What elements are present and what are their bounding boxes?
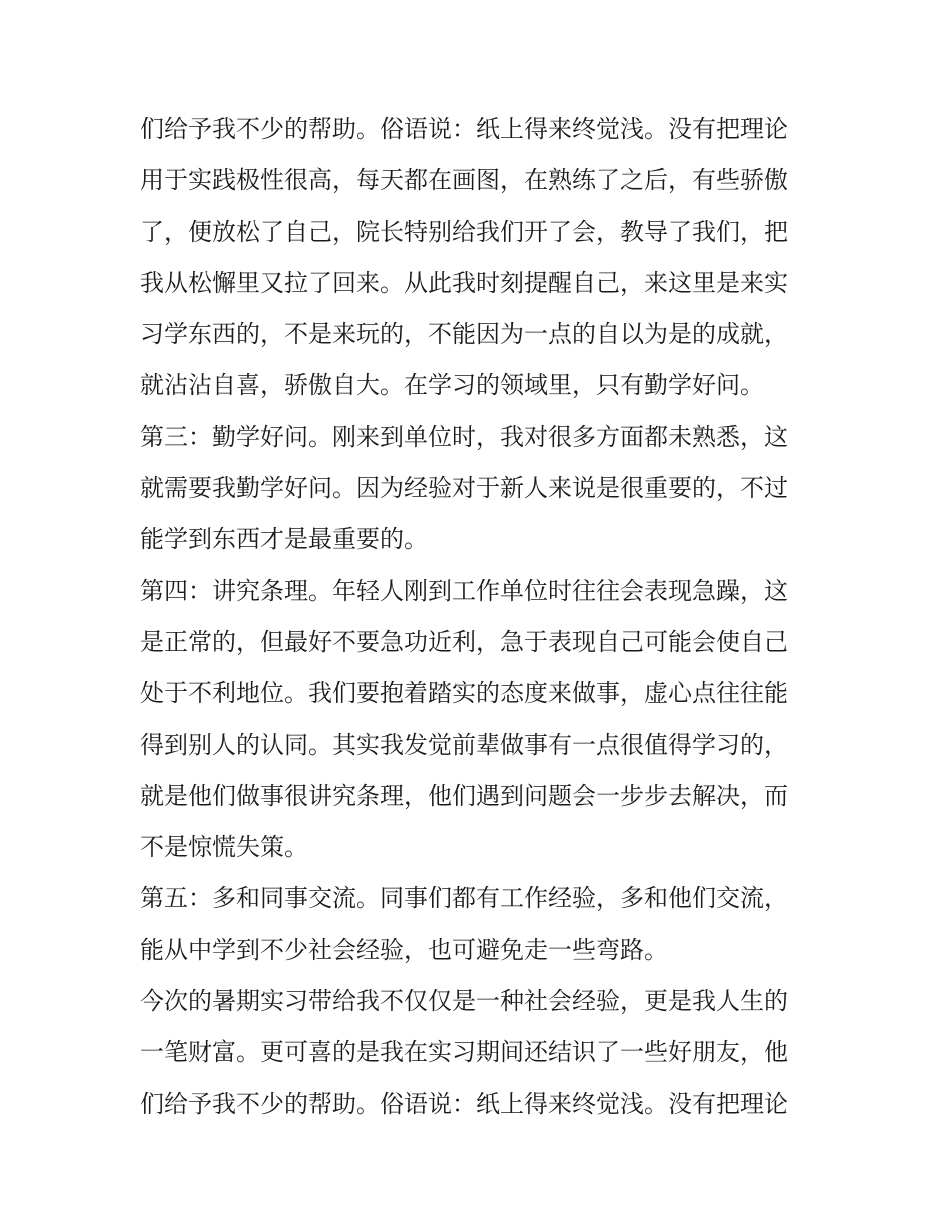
text-line: 习学东西的，不是来玩的，不能因为一点的自以为是的成就， bbox=[140, 320, 788, 349]
text-line: 不是惊慌失策。 bbox=[140, 833, 308, 862]
section-heading-line: 第五：多和同事交流。同事们都有工作经验，多和他们交流， bbox=[140, 884, 788, 913]
text-line: 就沾沾自喜，骄傲自大。在学习的领域里，只有勤学好问。 bbox=[140, 371, 764, 400]
text-line: 们给予我不少的帮助。俗语说：纸上得来终觉浅。没有把理论 bbox=[140, 1089, 788, 1118]
paragraph-start-line: 今次的暑期实习带给我不仅仅是一种社会经验，更是我人生的 bbox=[140, 987, 788, 1016]
text-line: 得到别人的认同。其实我发觉前辈做事有一点很值得学习的， bbox=[140, 730, 788, 759]
text-line: 能学到东西才是最重要的。 bbox=[140, 525, 428, 554]
section-heading-line: 第三：勤学好问。刚来到单位时，我对很多方面都未熟悉，这 bbox=[140, 422, 788, 451]
text-line: 们给予我不少的帮助。俗语说：纸上得来终觉浅。没有把理论 bbox=[140, 115, 788, 143]
text-line: 一笔财富。更可喜的是我在实习期间还结识了一些好朋友，他 bbox=[140, 1038, 788, 1067]
text-line: 就需要我勤学好问。因为经验对于新人来说是很重要的，不过 bbox=[140, 474, 788, 503]
text-line: 了，便放松了自己，院长特别给我们开了会，教导了我们，把 bbox=[140, 217, 788, 246]
text-line: 用于实践极性很高，每天都在画图，在熟练了之后，有些骄傲 bbox=[140, 166, 788, 195]
text-line: 就是他们做事很讲究条理，他们遇到问题会一步步去解决，而 bbox=[140, 781, 788, 810]
text-line: 我从松懈里又拉了回来。从此我时刻提醒自己，来这里是来实 bbox=[140, 268, 788, 297]
text-line: 处于不利地位。我们要抱着踏实的态度来做事，虚心点往往能 bbox=[140, 679, 788, 708]
section-heading-line: 第四：讲究条理。年轻人刚到工作单位时往往会表现急躁，这 bbox=[140, 576, 788, 605]
body-text bbox=[140, 104, 830, 1130]
text-line: 是正常的，但最好不要急功近利，急于表现自己可能会使自己 bbox=[140, 627, 788, 656]
text-line: 能从中学到不少社会经验，也可避免走一些弯路。 bbox=[140, 935, 668, 964]
